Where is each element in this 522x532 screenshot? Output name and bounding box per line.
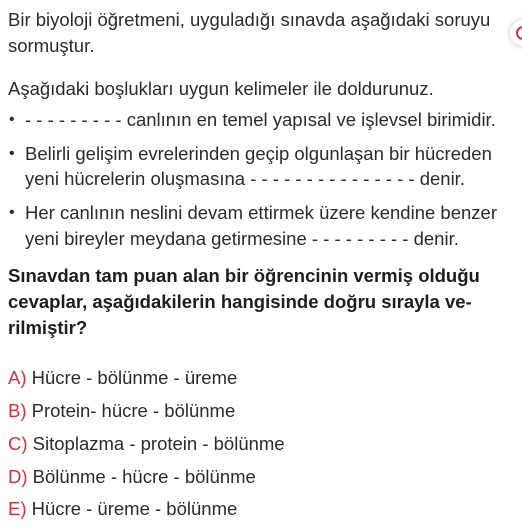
option-d-text: Bölünme - hücre - bölünme — [32, 466, 256, 487]
question-line-2: cevaplar, aşağıdakilerin hangisinde doğru sırayla ve- — [8, 291, 472, 312]
question-line-3: rilmiştir? — [8, 317, 88, 338]
bullet-1-line-1: - - - - - - - - - canlının en temel yapısal ve işlevsel birimidir. — [25, 109, 496, 130]
option-c-letter: C) — [8, 433, 28, 454]
bullet-2-line-2: yeni hücrelerin oluşmasına - - - - - - - - - - - - - - - denir. — [25, 168, 465, 189]
option-a[interactable] — [8, 366, 237, 390]
intro-line-1: Bir biyoloji öğretmeni, uyguladığı sınavda aşağıdaki soruyu — [8, 9, 491, 30]
bullet-3-line-1: Her canlının neslini devam ettirmek üzere kendine benzer — [25, 202, 497, 223]
option-c-text: Sitoplazma - protein - bölünme — [32, 433, 285, 454]
option-b[interactable] — [8, 399, 235, 423]
bullet-marker-2: • — [9, 145, 15, 162]
bullet-marker-1: • — [9, 111, 15, 128]
option-a-letter: A) — [8, 367, 27, 388]
option-d-letter: D) — [8, 466, 28, 487]
question-line-1: Sınavdan tam puan alan bir öğrencinin vermiş olduğu — [8, 265, 480, 286]
option-e[interactable] — [8, 497, 237, 521]
bullet-2-line-1: Belirli gelişim evrelerinden geçip olgunlaşan bir hücreden — [25, 143, 492, 164]
option-c[interactable] — [8, 432, 285, 456]
option-a-text: Hücre - bölünme - üreme — [31, 367, 238, 388]
option-d[interactable] — [8, 465, 256, 489]
instruction-text: Aşağıdaki boşlukları uygun kelimeler ile doldurunuz. — [8, 78, 434, 99]
option-e-text: Hücre - üreme - bölünme — [31, 498, 238, 519]
option-b-letter: B) — [8, 400, 27, 421]
option-e-letter: E) — [8, 498, 27, 519]
corner-ring-icon — [516, 26, 522, 40]
bullet-3-line-2: yeni bireyler meydana getirmesine - - - - - - - - - denir. — [25, 228, 459, 249]
intro-line-2: sormuştur. — [8, 35, 95, 56]
corner-circle-icon — [510, 20, 522, 46]
bullet-marker-3: • — [9, 204, 15, 221]
option-b-text: Protein- hücre - bölünme — [31, 400, 236, 421]
